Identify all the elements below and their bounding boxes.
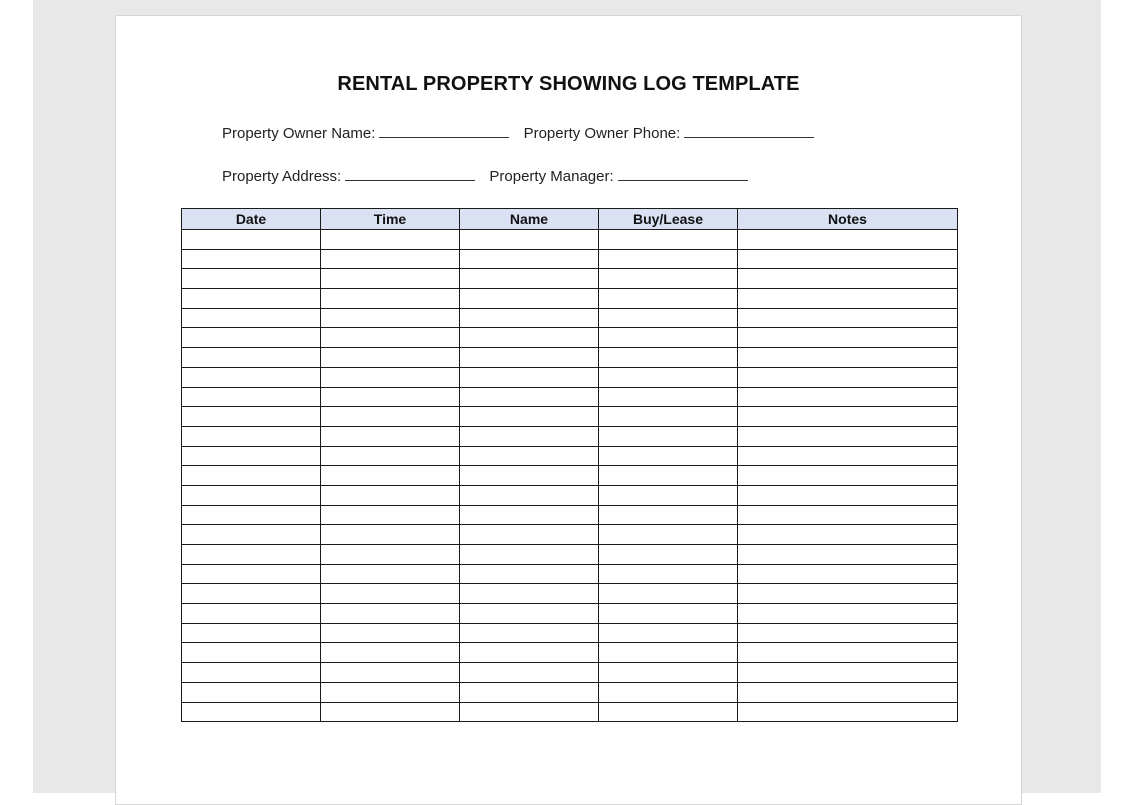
table-cell-time [321,564,460,584]
manager-blank [618,166,748,181]
table-cell-name [460,426,599,446]
table-cell-date [182,426,321,446]
owner-info-line [222,123,824,142]
table-row [182,682,958,702]
table-row [182,308,958,328]
table-cell-buy-lease [599,426,738,446]
table-row [182,367,958,387]
table-cell-date [182,702,321,722]
table-cell-time [321,584,460,604]
table-cell-buy-lease [599,466,738,486]
table-cell-date [182,643,321,663]
table-row [182,249,958,269]
table-cell-notes [738,426,958,446]
table-cell-name [460,387,599,407]
table-cell-notes [738,623,958,643]
table-cell-buy-lease [599,564,738,584]
table-row [182,426,958,446]
table-cell-notes [738,407,958,427]
table-cell-name [460,702,599,722]
table-cell-date [182,367,321,387]
table-cell-name [460,643,599,663]
table-cell-notes [738,584,958,604]
table-cell-date [182,269,321,289]
table-cell-time [321,446,460,466]
table-row [182,328,958,348]
table-cell-name [460,604,599,624]
table-row [182,525,958,545]
table-cell-name [460,269,599,289]
table-cell-time [321,328,460,348]
table-cell-buy-lease [599,387,738,407]
table-row [182,485,958,505]
table-cell-name [460,446,599,466]
table-cell-date [182,525,321,545]
table-cell-date [182,485,321,505]
table-row [182,407,958,427]
table-cell-notes [738,367,958,387]
manager-field [489,166,747,185]
table-cell-buy-lease [599,367,738,387]
table-cell-time [321,604,460,624]
table-cell-buy-lease [599,663,738,683]
table-cell-time [321,643,460,663]
table-cell-notes [738,269,958,289]
table-cell-buy-lease [599,308,738,328]
table-cell-date [182,682,321,702]
table-cell-date [182,308,321,328]
table-row [182,663,958,683]
owner-name-blank [379,123,509,138]
table-cell-name [460,308,599,328]
table-row [182,446,958,466]
address-label: Property Address: [222,168,342,185]
table-cell-buy-lease [599,584,738,604]
table-cell-notes [738,545,958,565]
table-cell-time [321,663,460,683]
table-cell-date [182,348,321,368]
table-cell-time [321,348,460,368]
document-page [115,15,1022,805]
table-cell-notes [738,446,958,466]
table-cell-notes [738,289,958,309]
column-header-name: Name [460,209,599,230]
table-cell-date [182,249,321,269]
table-row [182,505,958,525]
table-cell-notes [738,308,958,328]
table-cell-name [460,466,599,486]
table-cell-buy-lease [599,623,738,643]
table-cell-date [182,623,321,643]
table-cell-date [182,230,321,250]
table-cell-time [321,505,460,525]
owner-name-field [222,123,509,142]
table-row [182,545,958,565]
table-row [182,230,958,250]
table-cell-time [321,525,460,545]
table-cell-buy-lease [599,485,738,505]
table-cell-notes [738,525,958,545]
address-field [222,166,475,185]
table-cell-name [460,505,599,525]
column-header-buy-lease: Buy/Lease [599,209,738,230]
table-cell-date [182,446,321,466]
table-cell-name [460,249,599,269]
table-cell-buy-lease [599,525,738,545]
table-cell-name [460,623,599,643]
table-cell-notes [738,564,958,584]
table-row [182,348,958,368]
owner-phone-label: Property Owner Phone: [523,125,681,142]
table-row [182,584,958,604]
column-header-notes: Notes [738,209,958,230]
table-cell-time [321,249,460,269]
table-cell-date [182,407,321,427]
table-cell-time [321,269,460,289]
table-cell-name [460,663,599,683]
table-cell-buy-lease [599,446,738,466]
table-cell-notes [738,663,958,683]
table-cell-date [182,387,321,407]
table-cell-notes [738,682,958,702]
owner-phone-blank [684,123,814,138]
table-row [182,604,958,624]
table-row [182,466,958,486]
table-cell-time [321,682,460,702]
table-cell-notes [738,604,958,624]
table-row [182,623,958,643]
table-cell-buy-lease [599,249,738,269]
table-cell-notes [738,328,958,348]
table-row [182,702,958,722]
document-title: RENTAL PROPERTY SHOWING LOG TEMPLATE [337,73,800,95]
table-cell-buy-lease [599,545,738,565]
table-cell-notes [738,505,958,525]
table-cell-name [460,545,599,565]
showing-log-table [181,208,958,722]
table-cell-name [460,367,599,387]
table-cell-buy-lease [599,505,738,525]
table-cell-date [182,584,321,604]
table-cell-name [460,564,599,584]
table-cell-buy-lease [599,682,738,702]
column-header-time: Time [321,209,460,230]
table-cell-notes [738,230,958,250]
table-cell-time [321,407,460,427]
table-cell-notes [738,702,958,722]
table-cell-time [321,623,460,643]
table-cell-time [321,545,460,565]
table-row [182,564,958,584]
table-cell-buy-lease [599,289,738,309]
table-cell-time [321,466,460,486]
owner-name-label: Property Owner Name: [222,125,376,142]
table-cell-time [321,387,460,407]
manager-label: Property Manager: [489,168,614,185]
table-cell-time [321,426,460,446]
table-cell-buy-lease [599,604,738,624]
table-cell-date [182,289,321,309]
table-cell-notes [738,348,958,368]
table-cell-notes [738,466,958,486]
table-cell-buy-lease [599,269,738,289]
table-row [182,387,958,407]
column-header-date: Date [182,209,321,230]
table-cell-time [321,230,460,250]
table-row [182,643,958,663]
table-cell-date [182,466,321,486]
table-cell-time [321,367,460,387]
owner-phone-field [524,123,815,142]
table-cell-date [182,564,321,584]
table-cell-time [321,702,460,722]
table-cell-buy-lease [599,348,738,368]
table-cell-name [460,584,599,604]
table-cell-date [182,545,321,565]
table-cell-name [460,407,599,427]
table-cell-buy-lease [599,702,738,722]
table-row [182,269,958,289]
table-cell-time [321,308,460,328]
table-cell-buy-lease [599,407,738,427]
table-cell-name [460,485,599,505]
address-blank [345,166,475,181]
table-cell-buy-lease [599,230,738,250]
table-cell-notes [738,249,958,269]
table-cell-notes [738,387,958,407]
table-cell-buy-lease [599,643,738,663]
table-cell-name [460,328,599,348]
table-cell-name [460,525,599,545]
table-body [182,230,958,722]
table-cell-buy-lease [599,328,738,348]
table-cell-notes [738,643,958,663]
table-cell-date [182,505,321,525]
table-cell-date [182,604,321,624]
table-cell-date [182,328,321,348]
table-cell-time [321,485,460,505]
table-cell-date [182,663,321,683]
property-info-line [222,166,758,185]
table-cell-name [460,682,599,702]
table-cell-name [460,230,599,250]
table-cell-name [460,348,599,368]
table-header-row [182,209,958,230]
table-row [182,289,958,309]
table-cell-notes [738,485,958,505]
table-cell-name [460,289,599,309]
table-cell-time [321,289,460,309]
